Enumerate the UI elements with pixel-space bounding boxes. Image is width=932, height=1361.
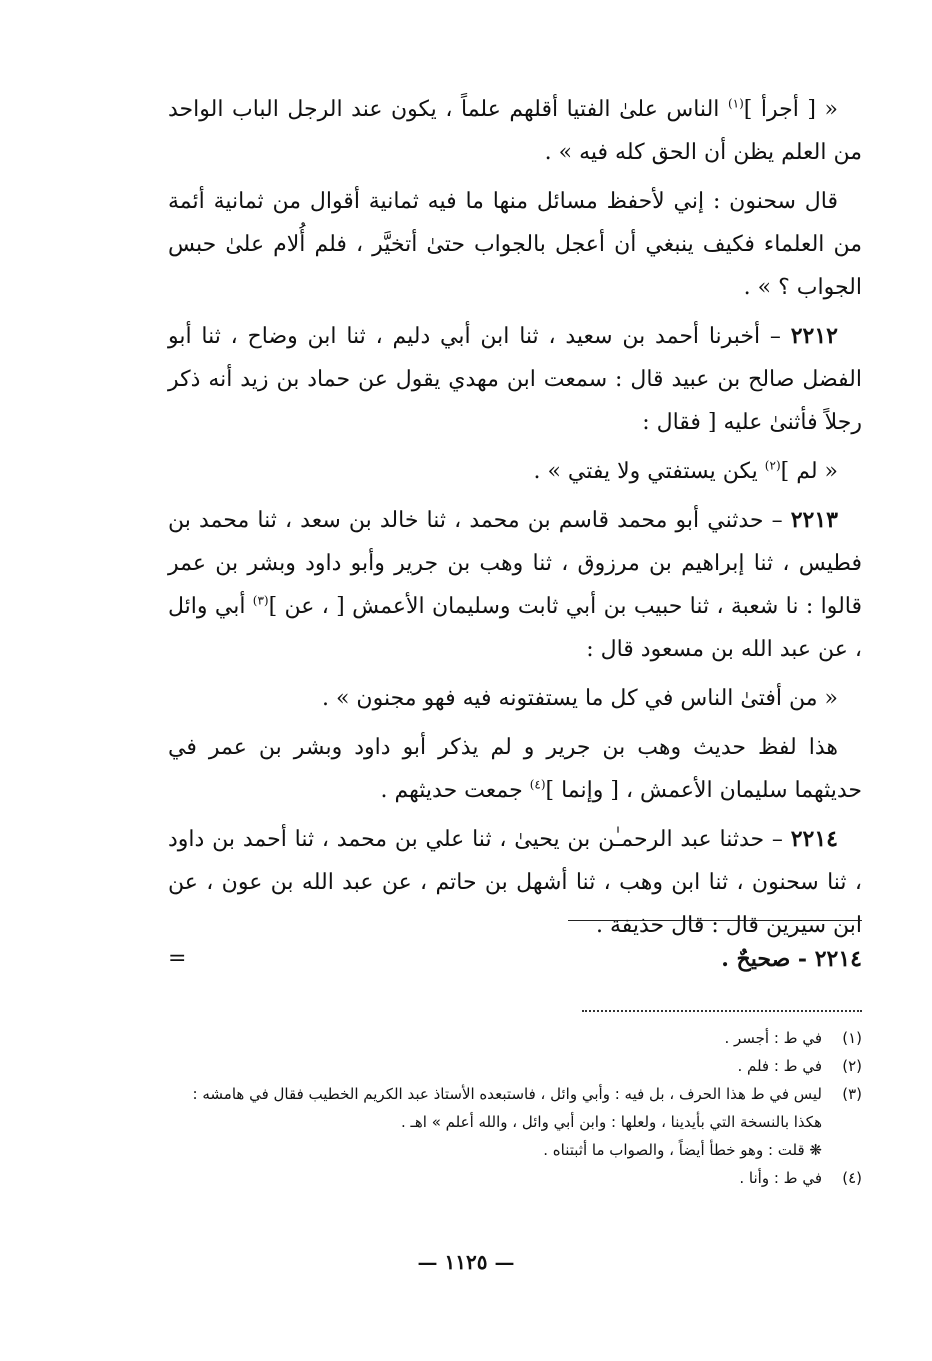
- paragraph-6: « من أفتىٰ الناس في كل ما يستفتونه فيه فهو مجنون » .: [321, 686, 838, 711]
- hadith-number: ٢٢١٤: [814, 946, 862, 972]
- hadith-number: ٢٢١٣: [790, 507, 838, 533]
- hadith-2212: [168, 315, 862, 444]
- text: الناس علىٰ الفتيا أقلهم علماً ، يكون عند الرجل الباب الواحد من العلم يظن أن الحق كله فيه » .: [168, 97, 862, 165]
- footnote: [168, 1080, 862, 1136]
- text: يكن يستفتي ولا يفتي » .: [533, 459, 765, 484]
- paragraph-7: [168, 726, 862, 812]
- text: – أخبرنا أحمد بن سعيد ، ثنا ابن أبي دليم ، ثنا ابن وضاح ، ثنا أبو الفضل صالح بن عبيد قال : سمعت ابن مهدي يقول عن حماد بن زيد أنه ذكر رجلاً فأثنىٰ عليه [ فقال :: [168, 324, 862, 435]
- footnote-ref[interactable]: (٢): [764, 458, 781, 473]
- text: « [ أجرأ ]: [743, 97, 838, 122]
- text: « لم ]: [780, 459, 838, 484]
- footnote-ref[interactable]: (٣): [252, 593, 269, 608]
- footnote-number: (١): [842, 1029, 862, 1047]
- footnote-number: (٢): [842, 1057, 862, 1075]
- footnote-ref[interactable]: (٤): [529, 777, 546, 792]
- text: – حدثني أبو محمد قاسم بن محمد ، ثنا خالد بن سعد ، ثنا محمد بن فطيس ، ثنا إبراهيم بن مرزوق ، ثنا وهب بن جرير وأبو داود وبشر بن عمر قالوا : نا شعبة ، ثنا حبيب بن أبي ثابت وسليمان الأعمش [ ، عن ]: [168, 508, 862, 619]
- footnote-text: ليس في ط هذا الحرف ، بل فيه : وأبي وائل ، فاستبعده الأستاذ عبد الكريم الخطيب فقال في هامشه : هكذا بالنسخة التي بأيدينا ، ولعلها : وابن أبي وائل ، والله أعلم » اهـ .: [192, 1085, 822, 1131]
- grading: - صحيحٌ .: [721, 946, 815, 972]
- separator-line: [568, 920, 862, 921]
- footnote-text: في ط : أجسر .: [724, 1029, 822, 1047]
- footnote-text: ❋ قلت : وهو خطأ أيضاً ، والصواب ما أثبتناه .: [543, 1141, 822, 1159]
- takhrij-note: [168, 946, 862, 972]
- page-number: — ١١٢٥ —: [417, 1250, 515, 1274]
- footnote-number: [822, 1136, 862, 1164]
- footnote: [168, 1164, 862, 1192]
- dotted-separator: [582, 1010, 862, 1012]
- paragraph-2: قال سحنون : إني لأحفظ مسائل منها ما فيه ثمانية أقوال من ثمانية أئمة من العلماء فكيف ينبغي أن أعجل بالجواب حتىٰ أتخيَّر ، فلم أُلام علىٰ حبس الجواب ؟ » .: [168, 189, 862, 300]
- text: جمعت حديثهم .: [380, 778, 530, 803]
- footnote: [168, 1136, 862, 1164]
- footnote-number: (٣): [842, 1085, 862, 1103]
- footnotes: [168, 1024, 862, 1192]
- paragraph-1: [168, 88, 862, 174]
- hadith-number: ٢٢١٤: [790, 826, 838, 852]
- text: – حدثنا عبد الرحمـٰن بن يحيىٰ ، ثنا علي بن محمد ، ثنا أحمد بن داود ، ثنا سحنون ، ثنا ابن وهب ، ثنا أشهل بن حاتم ، عن عبد الله بن عون ، عن ابن سيرين قال : قال حذيفة .: [168, 827, 862, 938]
- footnote-ref[interactable]: (١): [727, 96, 744, 111]
- footnote-text: في ط : وأنا .: [739, 1169, 822, 1187]
- footnote-text: في ط : فلم .: [737, 1057, 822, 1075]
- footnote-number: (٤): [842, 1169, 862, 1187]
- footnote: [168, 1052, 862, 1080]
- text: هذا لفظ حديث وهب بن جرير و لم يذكر أبو داود وبشر بن عمر في حديثهما سليمان الأعمش ، [ وإنما ]: [168, 735, 862, 803]
- hadith-2214: [168, 818, 862, 947]
- hadith-number: ٢٢١٢: [790, 323, 838, 349]
- continuation-mark: =: [168, 946, 187, 971]
- footnote: [168, 1024, 862, 1052]
- hadith-2213: [168, 499, 862, 671]
- main-text: [168, 88, 862, 953]
- paragraph-4: [168, 450, 862, 493]
- text: أبي وائل ، عن عبد الله بن مسعود قال :: [168, 594, 862, 662]
